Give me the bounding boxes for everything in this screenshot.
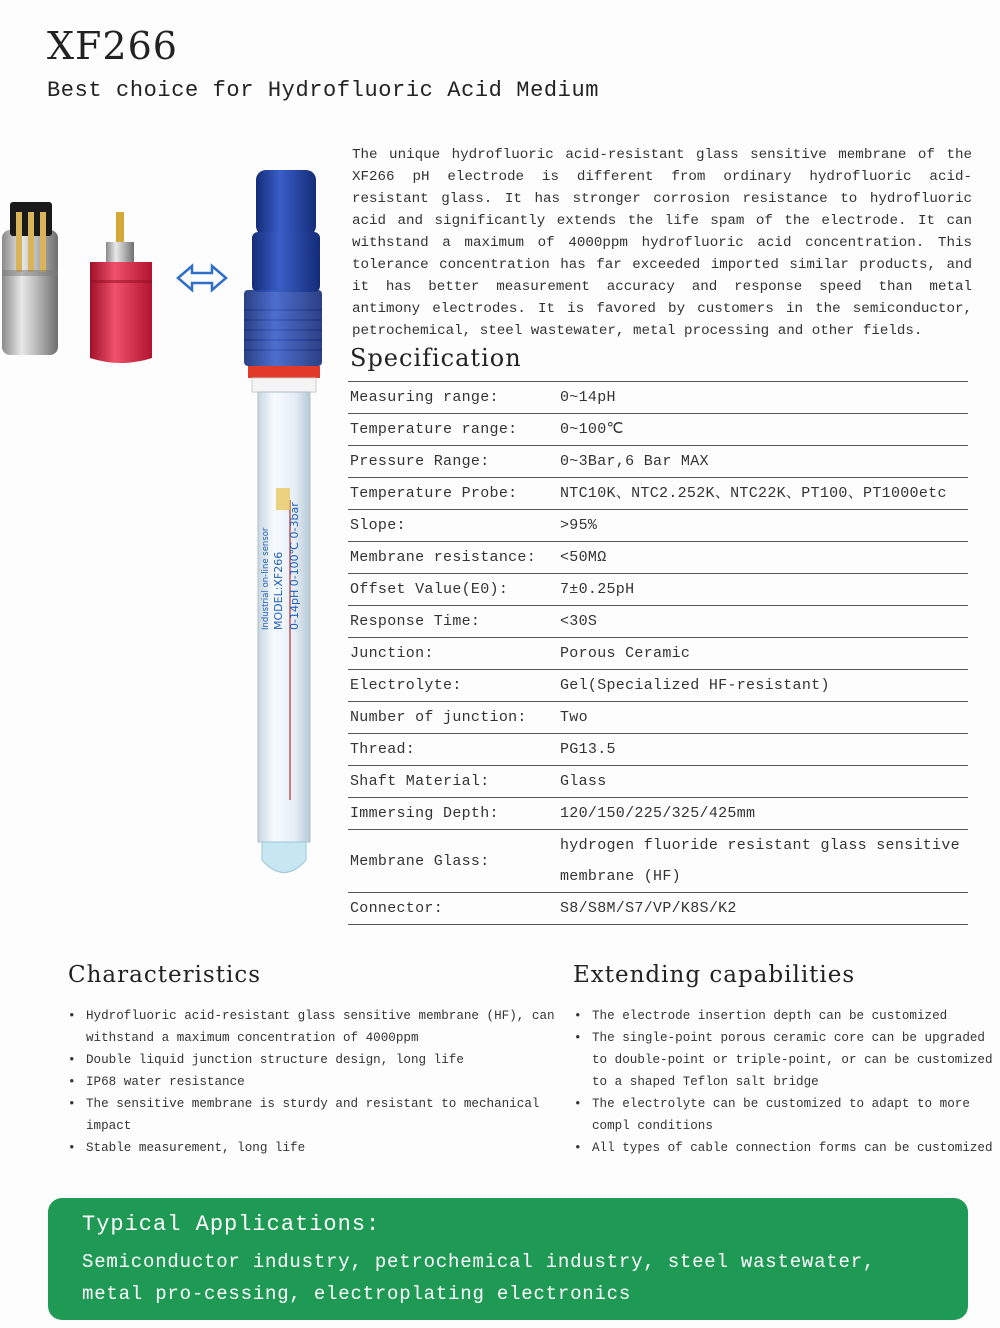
spec-value: <50MΩ (558, 542, 968, 574)
list-item: • The single-point porous ceramic core can be upgraded to double-point or triple-point, or can be customized to a shaped Teflon salt bridge (574, 1027, 1000, 1093)
spec-label: Number of junction: (348, 702, 558, 734)
spec-label: Temperature Probe: (348, 478, 558, 510)
list-item: • Stable measurement, long life (68, 1137, 578, 1159)
spec-row (348, 574, 968, 606)
spec-row (348, 734, 968, 766)
spec-row (348, 893, 968, 925)
spec-row (348, 478, 968, 510)
spec-label: Temperature range: (348, 414, 558, 446)
double-arrow-icon (178, 266, 226, 290)
list-item: • IP68 water resistance (68, 1071, 578, 1093)
product-image (0, 160, 340, 890)
spec-value: NTC10K、NTC2.252K、NTC22K、PT100、PT1000etc (558, 478, 968, 510)
spec-label: Slope: (348, 510, 558, 542)
spec-row (348, 670, 968, 702)
spec-row (348, 638, 968, 670)
product-description: The unique hydrofluoric acid-resistant glass sensitive membrane of the XF266 pH electrode is different from ordinary hydrofluoric acid-resistant glass. It has stronger corrosion resistance to hydrofluoric acid and significantly extends the life spam of the electrode. It can withstand a maximum of 4000ppm hydrofluoric acid concentration. This tolerance concentration has far exceeded imported similar products, and it has better measurement accuracy and response speed than metal antimony electrodes. It is favored by customers in the semiconductor, petrochemical, steel wastewater, metal processing and other fields. (352, 147, 972, 339)
spec-row (348, 446, 968, 478)
spec-label: Membrane resistance: (348, 542, 558, 574)
specification-table (348, 381, 968, 925)
red-connector-image (90, 212, 152, 363)
list-item: • The sensitive membrane is sturdy and resistant to mechanical impact (68, 1093, 578, 1137)
ph-electrode-image (244, 170, 322, 873)
spec-value: 120/150/225/325/425mm (558, 798, 968, 830)
spec-value: Glass (558, 766, 968, 798)
spec-label: Measuring range: (348, 382, 558, 414)
spec-row (348, 382, 968, 414)
specification-heading: Specification (350, 344, 522, 372)
spec-label: Membrane Glass: (348, 830, 558, 893)
spec-label: Shaft Material: (348, 766, 558, 798)
extending-heading: Extending capabilities (573, 962, 856, 988)
spec-label: Junction: (348, 638, 558, 670)
list-item: • Hydrofluoric acid-resistant glass sensitive membrane (HF), can withstand a maximum concentration of 4000ppm (68, 1005, 578, 1049)
spec-row (348, 766, 968, 798)
list-item: • Double liquid junction structure design, long life (68, 1049, 578, 1071)
spec-value: Gel(Specialized HF-resistant) (558, 670, 968, 702)
spec-label: Immersing Depth: (348, 798, 558, 830)
spec-row (348, 606, 968, 638)
spec-value: <30S (558, 606, 968, 638)
spec-row (348, 414, 968, 446)
spec-row (348, 702, 968, 734)
applications-title: Typical Applications: (82, 1212, 381, 1237)
spec-row (348, 830, 968, 893)
electrode-label-line3: 0-14pH 0-100℃ 0-3bar (288, 502, 301, 630)
spec-row (348, 542, 968, 574)
page-subtitle: Best choice for Hydrofluoric Acid Medium (47, 78, 600, 103)
spec-value: 7±0.25pH (558, 574, 968, 606)
spec-value: hydrogen fluoride resistant glass sensitive membrane (HF) (558, 830, 968, 893)
electrode-label-line1: Industrial on-line sensor (261, 527, 271, 630)
characteristics-heading: Characteristics (68, 962, 262, 988)
applications-banner (48, 1198, 968, 1320)
list-item: • The electrolyte can be customized to adapt to more compl conditions (574, 1093, 1000, 1137)
characteristics-list (68, 1005, 578, 1159)
extending-list (574, 1005, 1000, 1159)
list-item: • The electrode insertion depth can be customized (574, 1005, 1000, 1027)
spec-value: 0~14pH (558, 382, 968, 414)
applications-text: Semiconductor industry, petrochemical industry, steel wastewater, metal pro-cessing, electroplating electronics (82, 1251, 876, 1305)
spec-value: 0~3Bar,6 Bar MAX (558, 446, 968, 478)
spec-value: >95% (558, 510, 968, 542)
spec-value: 0~100℃ (558, 414, 968, 446)
spec-value: PG13.5 (558, 734, 968, 766)
spec-value: S8/S8M/S7/VP/K8S/K2 (558, 893, 968, 925)
electrode-label-line2: MODEL:XF266 (272, 551, 285, 630)
spec-label: Pressure Range: (348, 446, 558, 478)
list-item: • All types of cable connection forms can be customized (574, 1137, 1000, 1159)
spec-label: Thread: (348, 734, 558, 766)
spec-label: Connector: (348, 893, 558, 925)
spec-value: Two (558, 702, 968, 734)
spec-label: Response Time: (348, 606, 558, 638)
page-title: XF266 (47, 24, 178, 68)
spec-row (348, 510, 968, 542)
spec-label: Electrolyte: (348, 670, 558, 702)
spec-label: Offset Value(E0): (348, 574, 558, 606)
spec-value: Porous Ceramic (558, 638, 968, 670)
metal-connector-image (2, 202, 58, 355)
spec-row (348, 798, 968, 830)
